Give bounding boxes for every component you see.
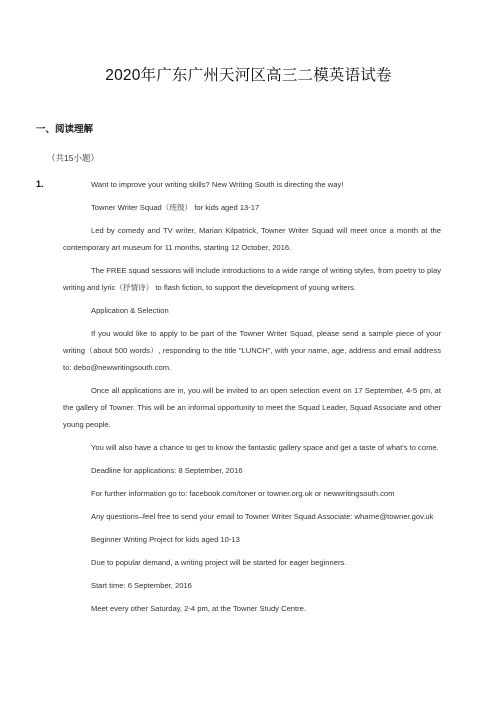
passage-paragraph: If you would like to apply to be part of the Towner Writer Squad, please send a sample piece of your writing（about 500 words）, responding to the title "LUNCH", with your name, age, address and email address to: debo@newwritingsouth.com.: [63, 329, 441, 372]
question-count-note: （共15小题）: [47, 153, 99, 163]
passage-paragraph: Once all applications are in, you will be invited to an open selection event on 17 September, 4-5 pm, at the gallery of Towner. This will be an informal opportunity to meet the Squad Leader, Squad Associate and other young people.: [63, 386, 441, 429]
passage-paragraph: Due to popular demand, a writing project will be started for eager beginners.: [91, 558, 347, 567]
passage-paragraph: Want to improve your writing skills? New Writing South is directing the way!: [91, 180, 344, 189]
passage-paragraph: Start time: 6 September, 2016: [91, 581, 192, 590]
passage-paragraph: Deadline for applications: 8 September, 2016: [91, 466, 243, 475]
passage-paragraph: Meet every other Saturday, 2-4 pm, at the Towner Study Centre.: [91, 604, 306, 613]
passage-paragraph: For further information go to: facebook.com/toner or towner.org.uk or newwritingsouth.com: [91, 489, 395, 498]
reading-passage: [63, 176, 441, 623]
passage-paragraph: Any questions–feel free to send your email to Towner Writer Squad Associate: wharne@towner.gov.uk: [91, 512, 434, 521]
section-heading: 一、阅读理解: [36, 124, 94, 135]
passage-paragraph: Led by comedy and TV writer, Marian Kilpatrick, Towner Writer Squad will meet once a month at the contemporary art museum for 11 months, starting 12 October, 2016.: [63, 226, 441, 252]
passage-paragraph: Towner Writer Squad（班级） for kids aged 13-17: [91, 203, 260, 212]
question-number: 1.: [36, 179, 44, 189]
passage-paragraph: You will also have a chance to get to know the fantastic gallery space and get a taste of what's to come.: [91, 443, 439, 452]
exam-title: 2020年广东广州天河区高三二模英语试卷: [105, 67, 392, 84]
passage-paragraph: The FREE squad sessions will include introductions to a wide range of writing styles, from poetry to play writing and lyric（抒情诗） to flash fiction, to support the development of young writers.: [63, 266, 441, 292]
passage-paragraph: Beginner Writing Project for kids aged 10-13: [91, 535, 240, 544]
passage-paragraph: Application & Selection: [91, 306, 169, 315]
